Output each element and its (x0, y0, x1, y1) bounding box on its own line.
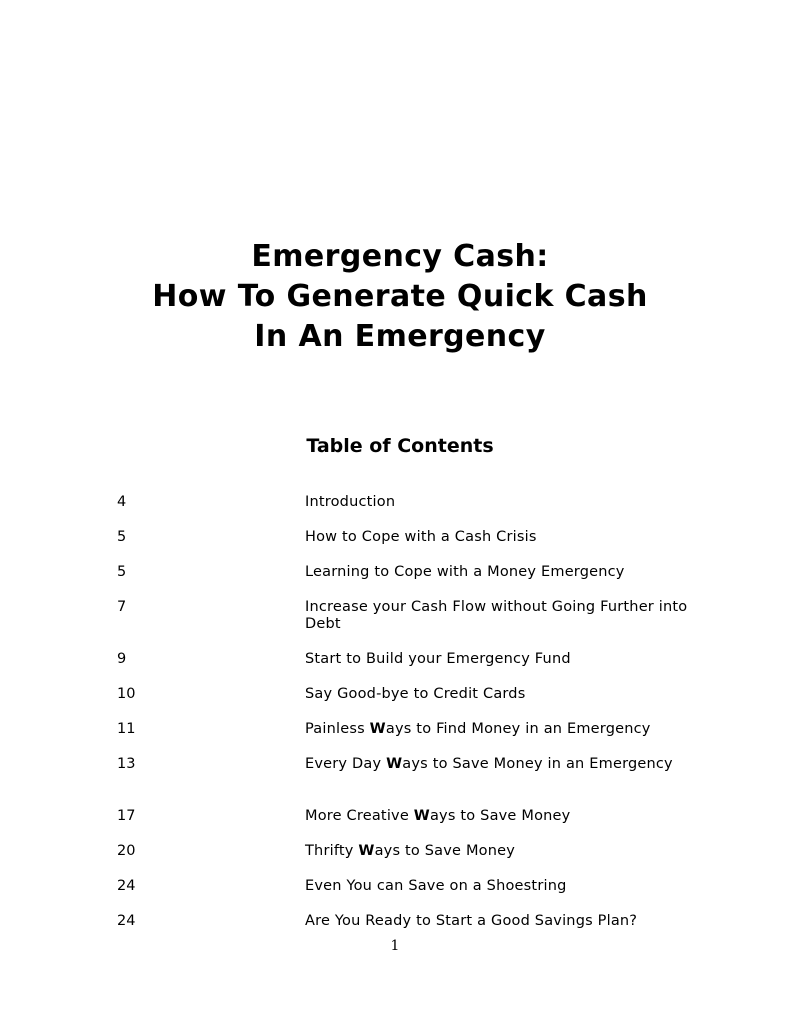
toc-entry-title: Every Day Ways to Save Money in an Emergency (305, 756, 673, 772)
toc-heading: Table of Contents (306, 435, 494, 457)
toc-entry-title: Start to Build your Emergency Fund (305, 651, 571, 667)
toc-page-number: 10 (117, 686, 136, 702)
toc-entry-title: Say Good-bye to Credit Cards (305, 686, 526, 702)
toc-entry-title: Learning to Cope with a Money Emergency (305, 564, 625, 580)
toc-page-number: 11 (117, 721, 136, 737)
toc-entry-title: How to Cope with a Cash Crisis (305, 529, 537, 545)
title-line: In An Emergency (254, 319, 546, 354)
title-line: How To Generate Quick Cash (152, 279, 648, 314)
toc-page-number: 13 (117, 756, 136, 772)
toc-page-number: 24 (117, 878, 136, 894)
title-line: Emergency Cash: (251, 239, 549, 274)
page-number: 1 (390, 938, 400, 954)
toc-page-number: 24 (117, 913, 136, 929)
toc-page-number: 4 (117, 494, 127, 510)
toc-entry-title: Thrifty Ways to Save Money (305, 843, 516, 859)
toc-page-number: 7 (117, 599, 127, 615)
toc-entry-title: Are You Ready to Start a Good Savings Plan? (305, 913, 638, 929)
toc-entry-title: Introduction (305, 494, 396, 510)
toc-entry-title: More Creative Ways to Save Money (305, 808, 571, 824)
toc-page-number: 5 (117, 529, 127, 545)
toc-entry-title: Even You can Save on a Shoestring (305, 878, 567, 894)
toc-page-number: 9 (117, 651, 127, 667)
toc-page-number: 5 (117, 564, 127, 580)
toc-page-number: 20 (117, 843, 136, 859)
toc-page-number: 17 (117, 808, 136, 824)
toc-entry-title: Painless Ways to Find Money in an Emergency (305, 721, 651, 737)
toc-entry-title: Increase your Cash Flow without Going Further into Debt (305, 599, 688, 632)
